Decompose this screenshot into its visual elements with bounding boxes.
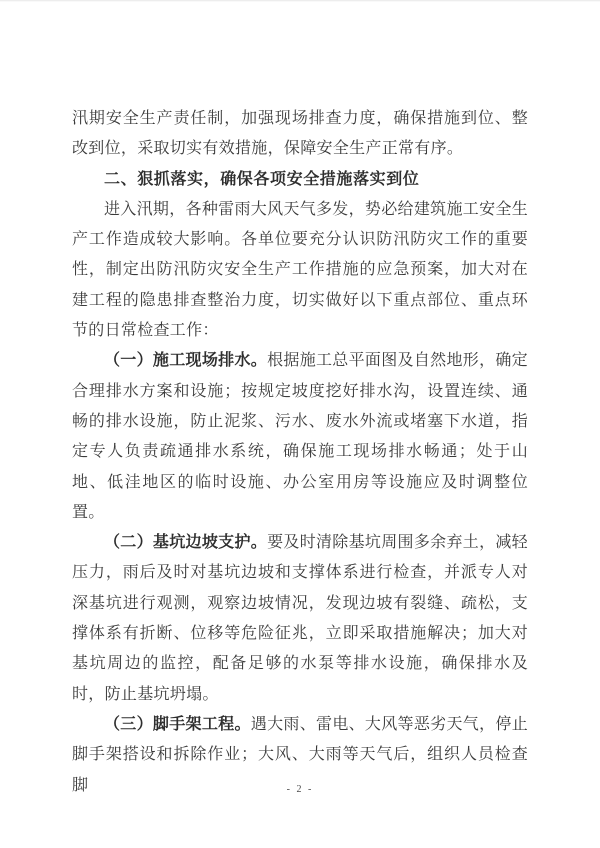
- list-item-1: [72, 346, 528, 528]
- list-item-1-label: （一）施工现场排水。: [104, 352, 268, 370]
- section-heading: 二、狠抓落实，确保各项安全措施落实到位: [104, 170, 420, 188]
- list-item-2-label: （二）基坑边坡支护。: [104, 534, 268, 552]
- document-body: [72, 104, 528, 801]
- list-item-2-body: 要及时清除基坑周围多余弃土，减轻压力，雨后及时对基坑边坡和支撑体系进行检查，并派专人对深基坑进行观测，观察边坡情况，发现边坡有裂缝、疏松，支撑体系有折断、位移等危险征兆，立即采取措施解决；加大对基坑周边的监控，配备足够的水泵等排水设施，确保排水及时，防止基坑坍塌。: [72, 534, 528, 703]
- intro-paragraph: 进入汛期，各种雷雨大风天气多发，势必给建筑施工安全生产工作造成较大影响。各单位要充分认识防汛防灾工作的重要性，制定出防汛防灾安全生产工作措施的应急预案，加大对在建工程的隐患排查整治力度，切实做好以下重点部位、重点环节的日常检查工作：: [72, 200, 528, 340]
- list-item-3-body: 遇大雨、雷电、大风等恶劣天气，停止脚手架搭设和拆除作业；大风、大雨等天气后，组织人员检查脚: [72, 715, 529, 794]
- list-item-3-label: （三）脚手架工程。: [104, 715, 251, 733]
- scan-edge-shadow: [0, 0, 600, 2]
- continuation-paragraph: 汛期安全生产责任制，加强现场排查力度，确保措施到位、整改到位，采取切实有效措施，保障安全生产正常有序。: [72, 110, 528, 158]
- list-item-1-body: 根据施工总平面图及自然地形，确定合理排水方案和设施；按规定坡度挖好排水沟，设置连续、通畅的排水设施，防止泥浆、污水、废水外流或堵塞下水道，指定专人负责疏通排水系统，确保施工现场排水畅通；处于山地、低洼地区的临时设施、办公室用房等设施应及时调整位置。: [72, 352, 528, 521]
- list-item-2: [72, 528, 528, 710]
- page-number: - 2 -: [286, 784, 314, 795]
